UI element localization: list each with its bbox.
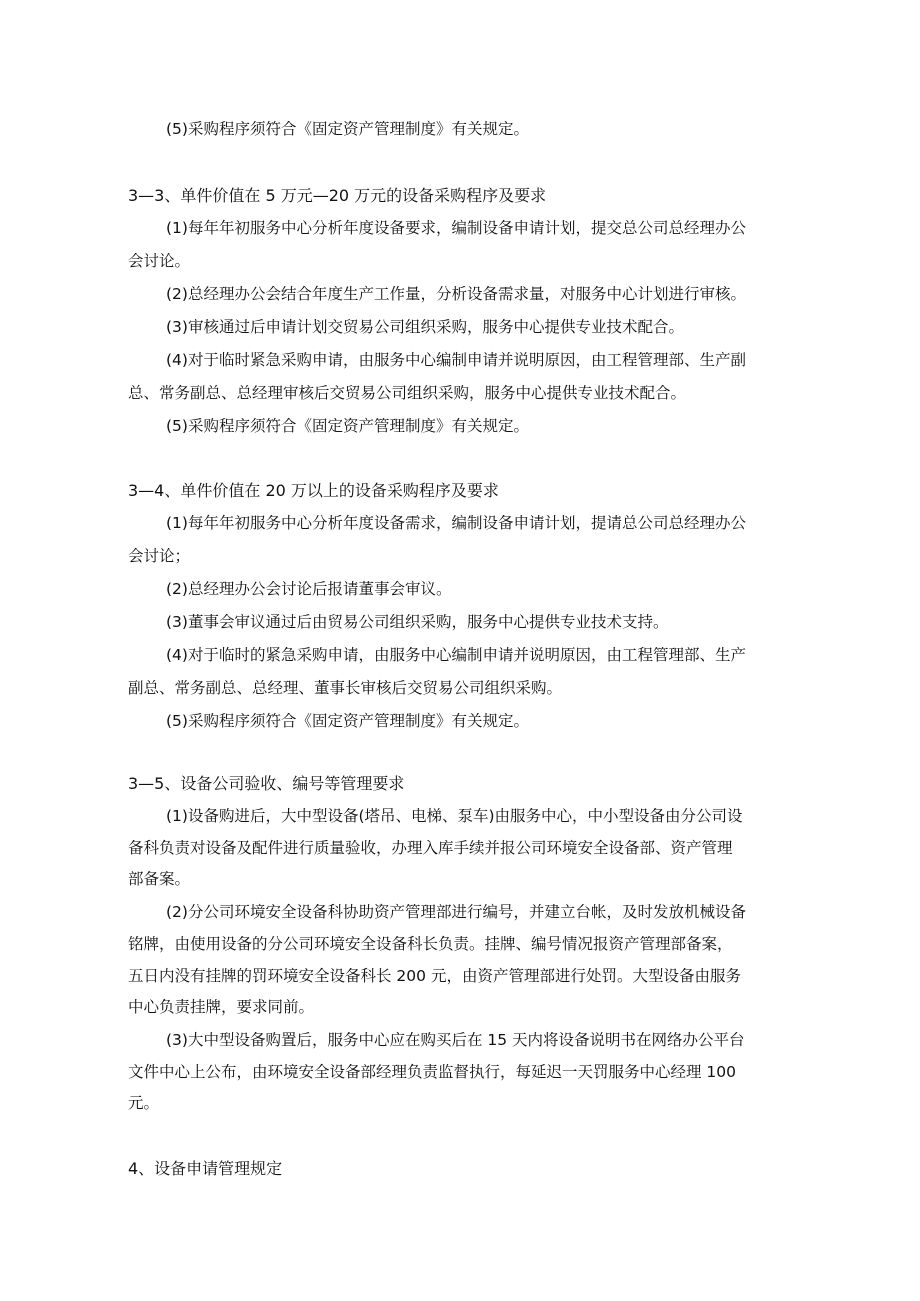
paragraph-line: (5)采购程序须符合《固定资产管理制度》有关规定。 <box>166 417 529 435</box>
paragraph-line: 元。 <box>128 1094 160 1112</box>
section-heading-3-3: 3—3、单件价值在 5 万元—20 万元的设备采购程序及要求 <box>128 186 547 205</box>
paragraph-line: 备科负责对设备及配件进行质量验收，办理入库手续并报公司环境安全设备部、资产管理 <box>128 839 733 857</box>
paragraph-line: 部备案。 <box>128 870 191 888</box>
paragraph-line: 副总、常务副总、总经理、董事长审核后交贸易公司组织采购。 <box>128 679 563 697</box>
paragraph-line: (2)总经理办公会结合年度生产工作量，分析设备需求量，对服务中心计划进行审核。 <box>166 285 746 303</box>
paragraph-line: (1)每年年初服务中心分析年度设备要求，编制设备申请计划，提交总公司总经理办公 <box>166 219 746 237</box>
paragraph-line: (4)对于临时紧急采购申请，由服务中心编制申请并说明原因，由工程管理部、生产副 <box>166 351 746 369</box>
paragraph-line: 会讨论。 <box>128 252 191 270</box>
paragraph-line: (3)大中型设备购置后，服务中心应在购买后在 15 天内将设备说明书在网络办公平台 <box>166 1031 745 1049</box>
paragraph-line: (1)每年年初服务中心分析年度设备需求，编制设备申请计划，提请总公司总经理办公 <box>166 514 746 532</box>
section-heading-4: 4、设备申请管理规定 <box>128 1159 283 1178</box>
section-heading-3-5: 3—5、设备公司验收、编号等管理要求 <box>128 774 405 793</box>
paragraph-line: (2)分公司环境安全设备科协助资产管理部进行编号，并建立台帐，及时发放机械设备 <box>166 903 746 921</box>
paragraph-line: (4)对于临时的紧急采购申请，由服务中心编制申请并说明原因，由工程管理部、生产 <box>166 646 746 664</box>
paragraph-line: 总、常务副总、总经理审核后交贸易公司组织采购，服务中心提供专业技术配合。 <box>128 384 687 402</box>
paragraph-line: 铭牌，由使用设备的分公司环境安全设备科长负责。挂牌、编号情况报资产管理部备案， <box>128 935 733 953</box>
paragraph-line: (1)设备购进后，大中型设备(塔吊、电梯、泵车)由服务中心，中小型设备由分公司设 <box>166 807 743 825</box>
paragraph-line: (5)采购程序须符合《固定资产管理制度》有关规定。 <box>166 712 529 730</box>
paragraph-line: 五日内没有挂牌的罚环境安全设备科长 200 元，由资产管理部进行处罚。大型设备由服务 <box>128 967 741 985</box>
section-heading-3-4: 3—4、单件价值在 20 万以上的设备采购程序及要求 <box>128 481 499 500</box>
paragraph-line: (2)总经理办公会讨论后报请董事会审议。 <box>166 580 452 598</box>
paragraph-line: 文件中心上公布，由环境安全设备部经理负责监督执行，每延迟一天罚服务中心经理 100 <box>128 1063 737 1081</box>
paragraph-line: (3)审核通过后申请计划交贸易公司组织采购，服务中心提供专业技术配合。 <box>166 318 684 336</box>
paragraph-line: 会讨论； <box>128 547 191 565</box>
paragraph-line: (3)董事会审议通过后由贸易公司组织采购，服务中心提供专业技术支持。 <box>166 613 669 631</box>
paragraph-line: (5)采购程序须符合《固定资产管理制度》有关规定。 <box>166 120 529 138</box>
paragraph-line: 中心负责挂牌，要求同前。 <box>128 998 315 1016</box>
